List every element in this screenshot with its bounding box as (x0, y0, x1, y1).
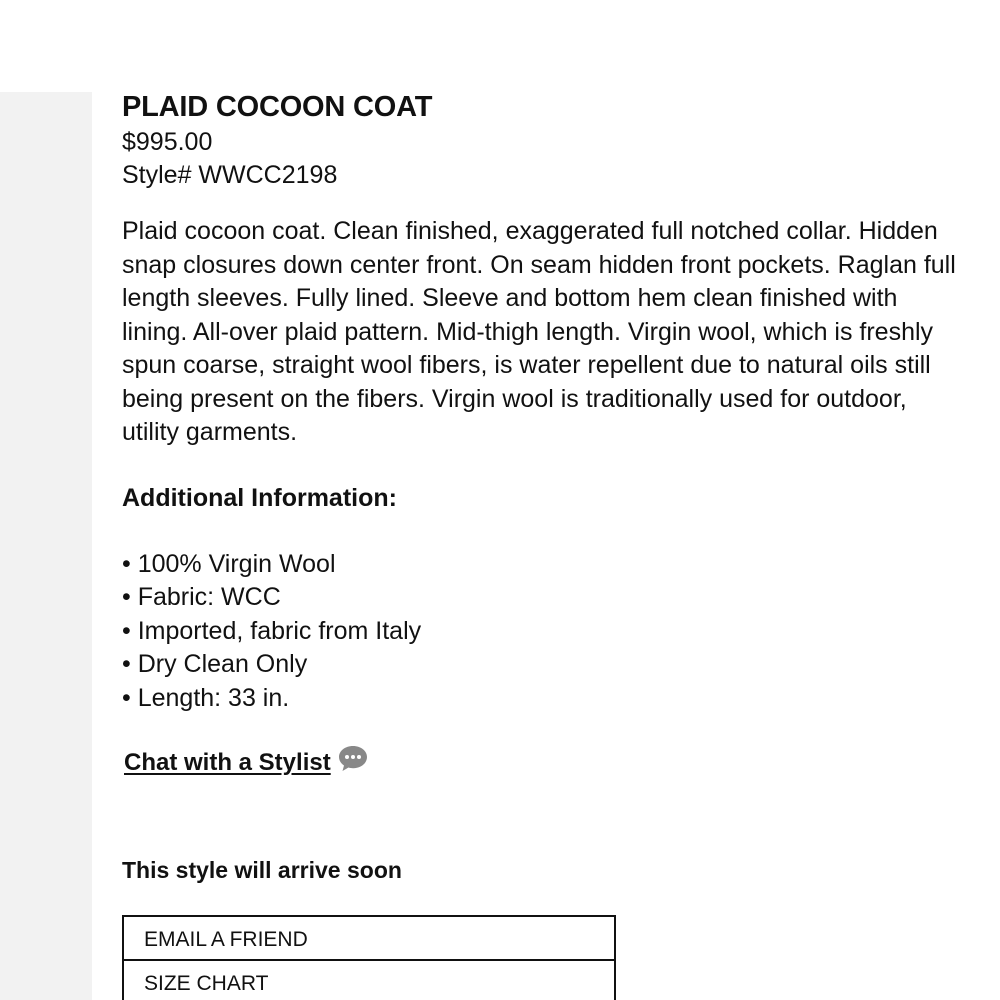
chat-bubble-icon[interactable] (337, 744, 369, 774)
product-price: $995.00 (122, 128, 213, 156)
chat-row (122, 746, 972, 779)
chat-with-stylist-link[interactable]: Chat with a Stylist (124, 749, 331, 776)
product-style-number: Style# WWCC2198 (122, 161, 338, 189)
feature-list (122, 548, 972, 716)
product-description: Plaid cocoon coat. Clean finished, exaggerated full notched collar. Hidden snap closures down center front. On seam hidden front pockets. Raglan full length sleeves. Fully lined. Sleeve and bottom hem clean finished with lining. All-over plaid pattern. Mid-thigh length. Virgin wool, which is freshly spun coarse, straight wool fibers, is water repellent due to natural oils still being present on the fibers. Virgin wool is traditionally used for outdoor, utility garments. (122, 217, 956, 446)
size-chart-link[interactable]: SIZE CHART (124, 961, 614, 1000)
availability-status: This style will arrive soon (122, 857, 402, 883)
feature-item: • Dry Clean Only (122, 650, 308, 678)
product-links-box (122, 915, 616, 1000)
feature-item: • Fabric: WCC (122, 583, 281, 611)
additional-info-heading: Additional Information: (122, 483, 397, 512)
feature-item: • 100% Virgin Wool (122, 549, 336, 578)
product-details (122, 88, 972, 1000)
product-title: PLAID COCOON COAT (122, 91, 433, 123)
email-a-friend-link[interactable]: EMAIL A FRIEND (124, 917, 614, 961)
feature-item: • Length: 33 in. (122, 683, 290, 712)
feature-item: • Imported, fabric from Italy (122, 616, 422, 645)
left-side-panel (0, 92, 92, 1000)
